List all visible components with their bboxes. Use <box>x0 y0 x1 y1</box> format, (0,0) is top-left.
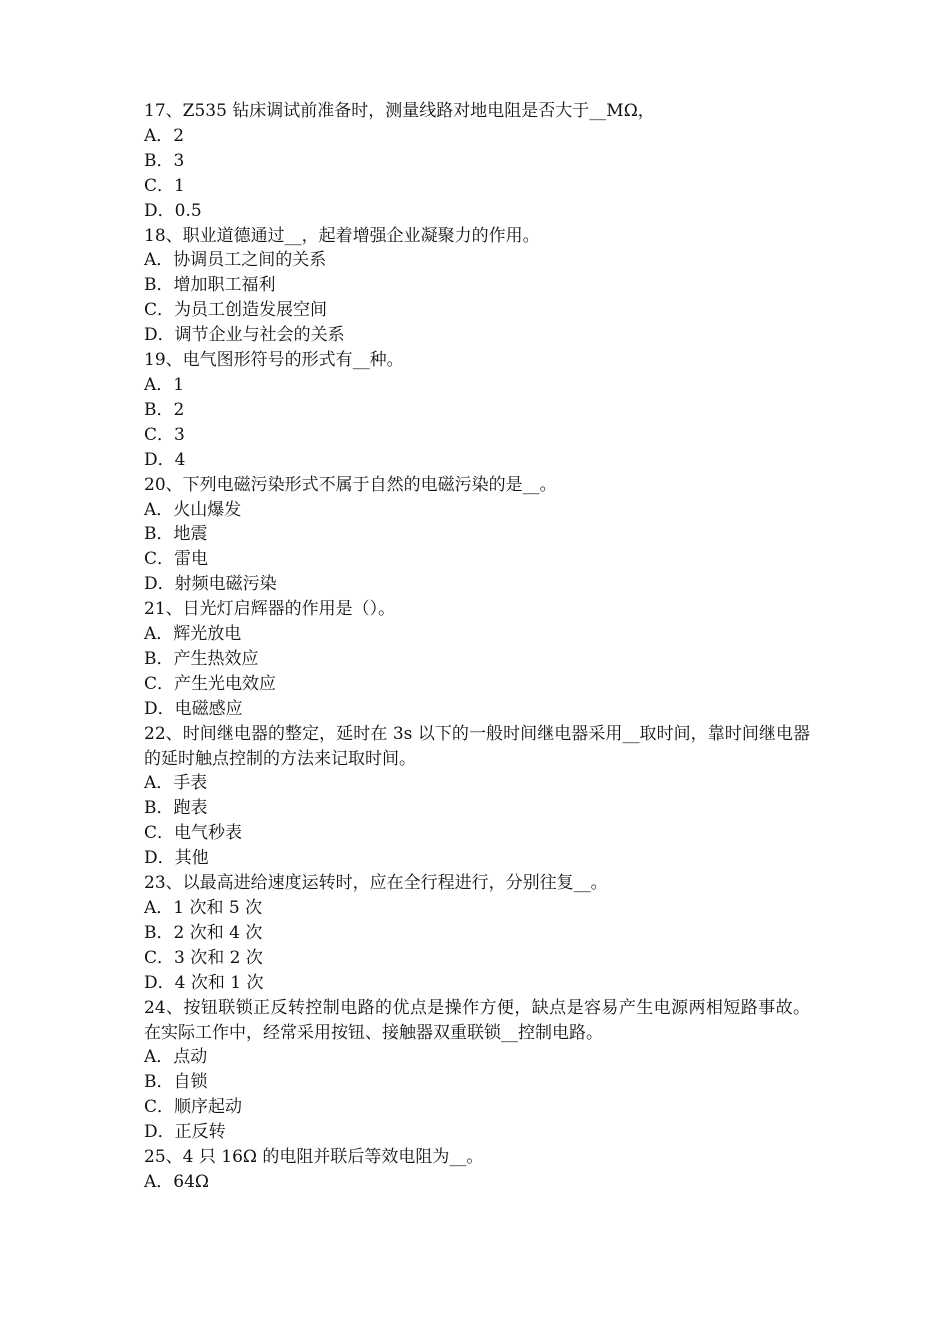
option-c: C．顺序起动 <box>144 1097 243 1118</box>
option-c: C．电气秒表 <box>144 823 243 844</box>
option-c: C．为员工创造发展空间 <box>144 300 328 321</box>
option-a: A．1 次和 5 次 <box>144 898 263 918</box>
option-a: A．手表 <box>144 773 208 794</box>
option-c: C．雷电 <box>144 549 209 570</box>
option-c: C．3 <box>144 424 185 445</box>
option-d: D．正反转 <box>144 1122 226 1143</box>
question-stem: 17、Z535 钻床调试前准备时，测量线路对地电阻是否大于__MΩ， <box>144 101 655 121</box>
question-21 <box>144 597 810 722</box>
question-stem: 18、职业道德通过__，起着增强企业凝聚力的作用。 <box>144 225 540 246</box>
question-24 <box>144 996 810 1145</box>
option-a: A．协调员工之间的关系 <box>144 250 327 271</box>
option-a: A．点动 <box>144 1047 208 1068</box>
option-b: B．2 次和 4 次 <box>144 922 263 943</box>
option-d: D．调节企业与社会的关系 <box>144 325 345 346</box>
option-a: A．64Ω <box>144 1171 210 1192</box>
question-stem: 20、下列电磁污染形式不属于自然的电磁污染的是__。 <box>144 474 557 495</box>
question-stem: 24、按钮联锁正反转控制电路的优点是操作方便，缺点是容易产生电源两相短路事故。在实际工作中，经常采用按钮、接触器双重联锁__控制电路。 <box>144 997 810 1043</box>
option-a: A．2 <box>144 125 185 146</box>
option-c: C．产生光电效应 <box>144 673 277 694</box>
option-d: D．0.5 <box>144 200 202 221</box>
option-d: D．4 次和 1 次 <box>144 972 264 993</box>
option-d: D．其他 <box>144 848 209 869</box>
option-d: D．4 <box>144 449 186 470</box>
option-b: B．地震 <box>144 524 208 545</box>
option-b: B．2 <box>144 399 185 420</box>
question-25 <box>144 1145 810 1195</box>
question-stem: 22、时间继电器的整定，延时在 3s 以下的一般时间继电器采用__取时间，靠时间继电器的延时触点控制的方法来记取时间。 <box>144 723 810 769</box>
question-stem: 25、4 只 16Ω 的电阻并联后等效电阻为__。 <box>144 1147 484 1168</box>
option-a: A．辉光放电 <box>144 624 242 645</box>
question-stem: 21、日光灯启辉器的作用是（）。 <box>144 599 396 620</box>
option-a: A．1 <box>144 374 185 395</box>
option-b: B．3 <box>144 150 185 171</box>
question-stem: 19、电气图形符号的形式有__种。 <box>144 350 404 371</box>
question-stem: 23、以最高进给速度运转时，应在全行程进行，分别往复__。 <box>144 873 608 894</box>
question-17 <box>144 99 810 224</box>
option-d: D．电磁感应 <box>144 698 243 719</box>
question-22 <box>144 722 810 871</box>
option-b: B．跑表 <box>144 798 208 819</box>
option-b: B．自锁 <box>144 1072 208 1093</box>
question-23 <box>144 871 810 996</box>
option-a: A．火山爆发 <box>144 499 242 520</box>
option-c: C．3 次和 2 次 <box>144 947 263 968</box>
question-20 <box>144 473 810 598</box>
option-b: B．增加职工福利 <box>144 275 276 296</box>
question-18 <box>144 224 810 349</box>
option-d: D．射频电磁污染 <box>144 574 277 595</box>
document-page <box>144 99 810 1195</box>
question-19 <box>144 348 810 473</box>
option-c: C．1 <box>144 175 185 196</box>
option-b: B．产生热效应 <box>144 648 259 669</box>
